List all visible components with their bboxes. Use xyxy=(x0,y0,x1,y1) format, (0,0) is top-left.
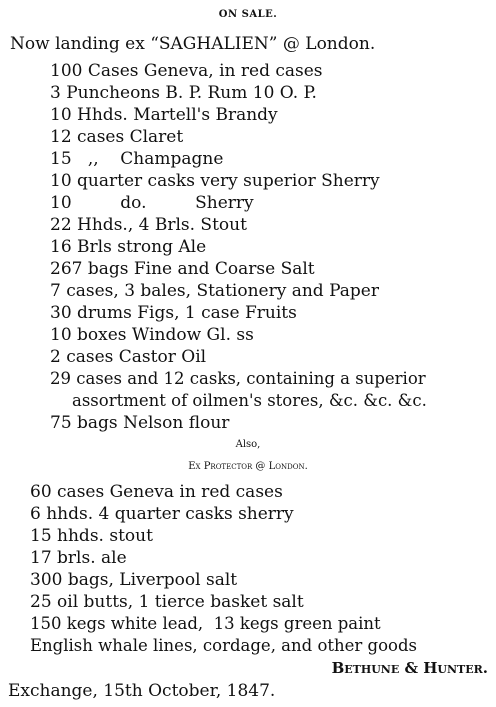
list-item: 10 do. Sherry xyxy=(50,193,254,213)
list-item: 150 kegs white lead, 13 kegs green paint xyxy=(30,614,381,633)
list-item: 15 hhds. stout xyxy=(30,526,153,546)
second-ship-heading: Ex Protector @ London. xyxy=(188,461,308,472)
list-item: 29 cases and 12 casks, containing a superior xyxy=(50,369,426,388)
list-item: 300 bags, Liverpool salt xyxy=(30,570,238,590)
list-item: English whale lines, cordage, and other goods xyxy=(30,636,418,655)
list-item: 16 Brls strong Ale xyxy=(50,237,207,257)
list-item: 100 Cases Geneva, in red cases xyxy=(50,61,323,81)
list-item: 15 ,, Champagne xyxy=(50,149,224,169)
ad-subtitle: Now landing ex “SAGHALIEN” @ London. xyxy=(10,34,376,54)
ad-title: ON SALE. xyxy=(218,9,278,20)
list-item: assortment of oilmen's stores, &c. &c. &c. xyxy=(72,391,427,410)
list-item: 10 quarter casks very superior Sherry xyxy=(50,171,380,191)
list-item: 3 Puncheons B. P. Rum 10 O. P. xyxy=(50,83,317,103)
dateline: Exchange, 15th October, 1847. xyxy=(8,681,276,701)
list-item: 60 cases Geneva in red cases xyxy=(30,482,283,502)
also-heading: Also, xyxy=(235,439,261,450)
list-item: 7 cases, 3 bales, Stationery and Paper xyxy=(50,281,379,301)
list-item: 2 cases Castor Oil xyxy=(50,347,207,367)
list-item: 10 boxes Window Gl. ss xyxy=(50,325,254,345)
list-item: 267 bags Fine and Coarse Salt xyxy=(50,259,315,279)
list-item: 6 hhds. 4 quarter casks sherry xyxy=(30,504,294,524)
list-item: 17 brls. ale xyxy=(30,548,127,568)
signature: Bethune & Hunter. xyxy=(331,659,488,677)
list-item: 25 oil butts, 1 tierce basket salt xyxy=(30,592,304,612)
list-item: 12 cases Claret xyxy=(50,127,184,147)
list-item: 75 bags Nelson flour xyxy=(50,413,230,433)
list-item: 10 Hhds. Martell's Brandy xyxy=(50,105,278,125)
list-item: 22 Hhds., 4 Brls. Stout xyxy=(50,215,247,235)
list-item: 30 drums Figs, 1 case Fruits xyxy=(50,303,297,323)
